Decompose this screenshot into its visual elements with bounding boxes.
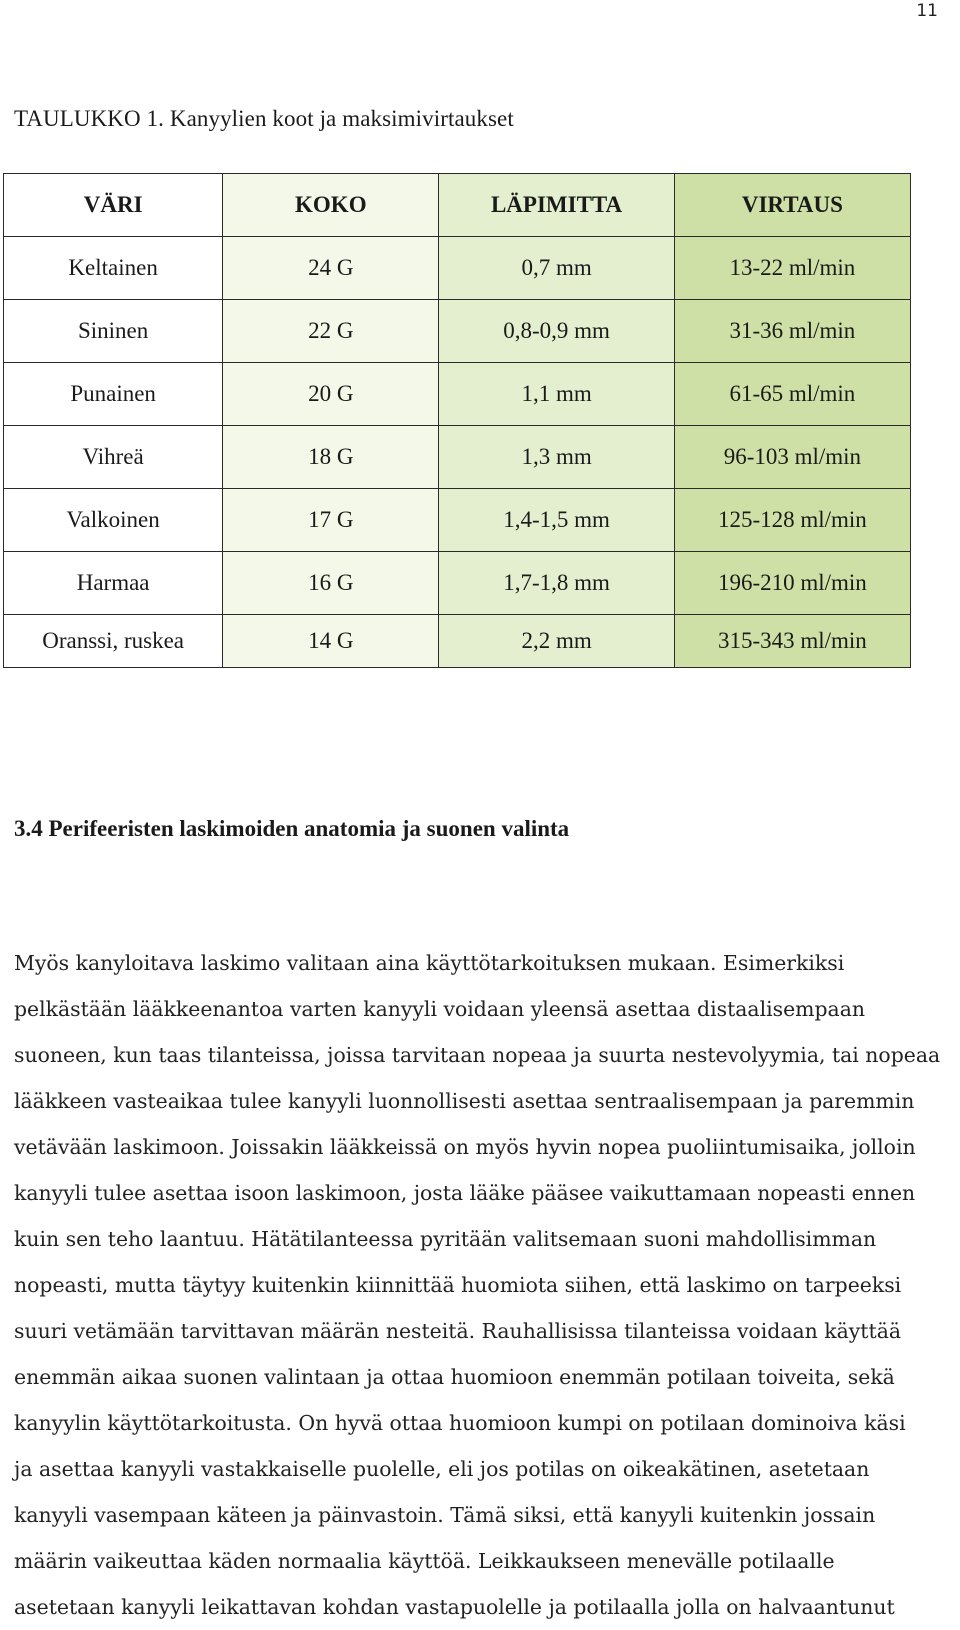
cell-flow: 13-22 ml/min	[674, 237, 910, 300]
cell-diameter: 0,8-0,9 mm	[439, 300, 674, 363]
cell-size: 16 G	[223, 552, 439, 615]
table-row	[4, 237, 911, 300]
cell-diameter: 1,3 mm	[439, 426, 674, 489]
paragraph-line: enemmän aikaa suonen valintaan ja ottaa huomioon enemmän potilaan toiveita, sekä	[14, 1365, 895, 1389]
table-row	[4, 552, 911, 615]
paragraph-line: asetetaan kanyyli leikattavan kohdan vastapuolelle ja potilaalla jolla on halvaantunut	[14, 1595, 895, 1619]
paragraph-line: lääkkeen vasteaikaa tulee kanyyli luonnollisesti asettaa sentraalisempaan ja paremmin	[14, 1089, 915, 1113]
page-number: 11	[916, 1, 938, 21]
cell-flow: 125-128 ml/min	[674, 489, 910, 552]
table-row	[4, 426, 911, 489]
cell-diameter: 0,7 mm	[439, 237, 674, 300]
paragraph-line: vetävään laskimoon. Joissakin lääkkeissä on myös hyvin nopea puoliintumisaika, jolloin	[14, 1135, 916, 1159]
cell-color: Oranssi, ruskea	[4, 615, 223, 668]
cell-size: 18 G	[223, 426, 439, 489]
cell-color: Vihreä	[4, 426, 223, 489]
table-row	[4, 363, 911, 426]
paragraph-line: suuri vetämään tarvittavan määrän nesteitä. Rauhallisissa tilanteissa voidaan käyttää	[14, 1319, 902, 1343]
cell-color: Sininen	[4, 300, 223, 363]
cell-size: 20 G	[223, 363, 439, 426]
paragraph-line: pelkästään lääkkeenantoa varten kanyyli voidaan yleensä asettaa distaalisempaan	[14, 997, 865, 1021]
cell-color: Punainen	[4, 363, 223, 426]
cell-diameter: 1,1 mm	[439, 363, 674, 426]
cell-size: 22 G	[223, 300, 439, 363]
paragraph-line: kanyyli vasempaan käteen ja päinvastoin. Tämä siksi, että kanyyli kuitenkin jossain	[14, 1503, 876, 1527]
header-flow: VIRTAUS	[674, 174, 910, 237]
paragraph-line: kuin sen teho laantuu. Hätätilanteessa pyritään valitsemaan suoni mahdollisimman	[14, 1227, 877, 1251]
section-heading: 3.4 Perifeeristen laskimoiden anatomia ja suonen valinta	[14, 816, 570, 841]
cell-flow: 61-65 ml/min	[674, 363, 910, 426]
cell-color: Valkoinen	[4, 489, 223, 552]
cell-diameter: 1,7-1,8 mm	[439, 552, 674, 615]
cannula-size-table	[3, 173, 911, 668]
cell-flow: 96-103 ml/min	[674, 426, 910, 489]
cell-size: 14 G	[223, 615, 439, 668]
table-row	[4, 489, 911, 552]
paragraph-line: kanyyli tulee asettaa isoon laskimoon, josta lääke pääsee vaikuttamaan nopeasti ennen	[14, 1181, 916, 1205]
paragraph-line: nopeasti, mutta täytyy kuitenkin kiinnittää huomiota siihen, että laskimo on tarpeeksi	[14, 1273, 902, 1297]
body-paragraph	[14, 940, 944, 1630]
header-diameter: LÄPIMITTA	[439, 174, 674, 237]
cell-color: Harmaa	[4, 552, 223, 615]
header-size: KOKO	[223, 174, 439, 237]
cell-size: 17 G	[223, 489, 439, 552]
table-header-row	[4, 174, 911, 237]
header-color: VÄRI	[4, 174, 223, 237]
paragraph-line: ja asettaa kanyyli vastakkaiselle puolelle, eli jos potilas on oikeakätinen, asetetaan	[14, 1457, 870, 1481]
cell-color: Keltainen	[4, 237, 223, 300]
paragraph-line: kanyylin käyttötarkoitusta. On hyvä ottaa huomioon kumpi on potilaan dominoiva käsi	[14, 1411, 906, 1435]
cell-flow: 31-36 ml/min	[674, 300, 910, 363]
cell-size: 24 G	[223, 237, 439, 300]
table-caption: TAULUKKO 1. Kanyylien koot ja maksimivirtaukset	[14, 106, 514, 131]
paragraph-line: suoneen, kun taas tilanteissa, joissa tarvitaan nopeaa ja suurta nestevolyymia, tai nopeaa	[14, 1043, 941, 1067]
table-row	[4, 615, 911, 668]
cell-flow: 196-210 ml/min	[674, 552, 910, 615]
paragraph-line: määrin vaikeuttaa käden normaalia käyttöä. Leikkaukseen menevälle potilaalle	[14, 1549, 835, 1573]
cell-flow: 315-343 ml/min	[674, 615, 910, 668]
cell-diameter: 2,2 mm	[439, 615, 674, 668]
cell-diameter: 1,4-1,5 mm	[439, 489, 674, 552]
table-row	[4, 300, 911, 363]
paragraph-line: Myös kanyloitava laskimo valitaan aina käyttötarkoituksen mukaan. Esimerkiksi	[14, 951, 845, 975]
